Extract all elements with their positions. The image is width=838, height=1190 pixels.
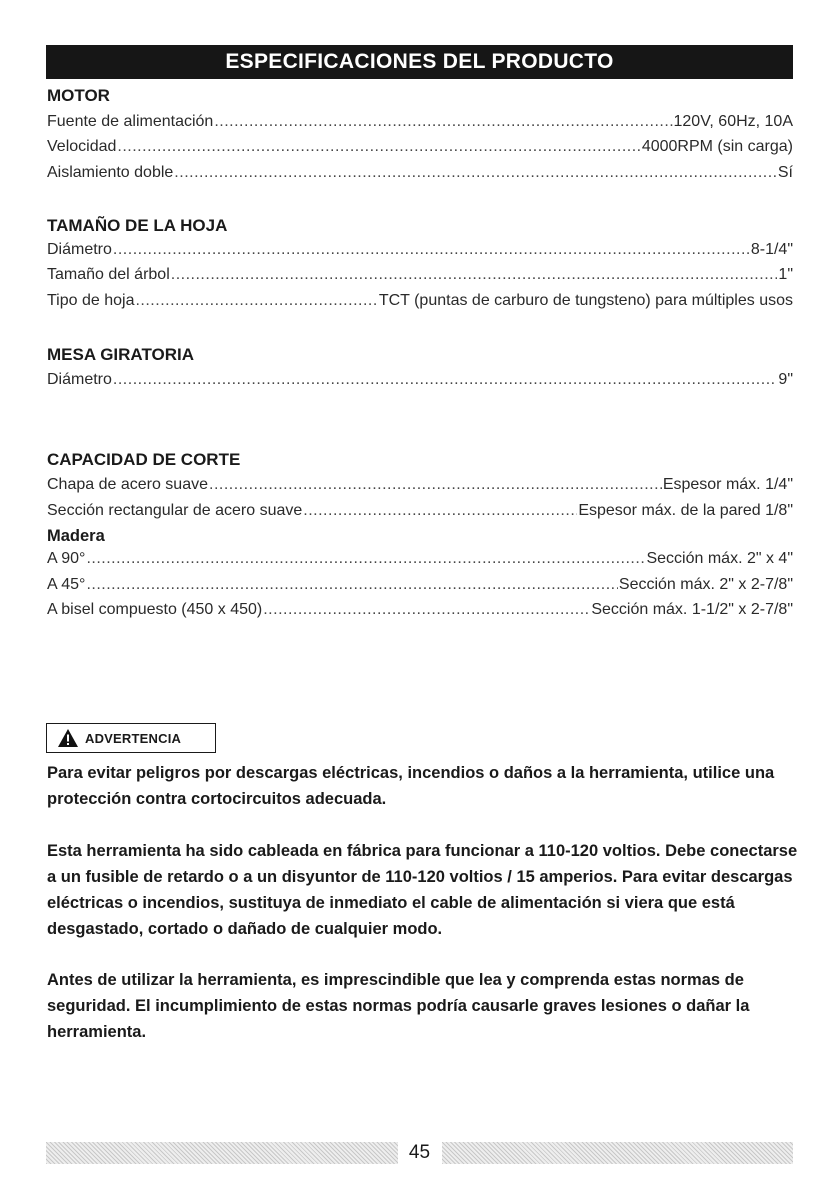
spec-label: A 90° [47, 550, 86, 567]
spec-value: Sección máx. 2" x 2-7/8" [618, 576, 793, 593]
dot-leader [86, 550, 645, 568]
spec-value: Sí [777, 164, 793, 181]
page-title-banner [46, 45, 793, 79]
spec-label: Sección rectangular de acero suave [47, 502, 303, 519]
dot-leader [135, 292, 377, 310]
warning-paragraph: Para evitar peligros por descargas eléctricas, incendios o daños a la herramienta, utilice una protección contra cortocircuitos adecuada. [47, 764, 775, 808]
spec-label: Tipo de hoja [47, 292, 135, 309]
section-title-capacity: CAPACIDAD DE CORTE [47, 450, 241, 469]
spec-value: 4000RPM (sin carga) [641, 138, 793, 155]
spec-row [47, 502, 793, 524]
spec-row [47, 113, 793, 135]
dot-leader [214, 113, 672, 131]
spec-row [47, 138, 793, 160]
dot-leader [113, 371, 778, 389]
dot-leader [303, 502, 577, 520]
spec-value: 8-1/4" [750, 241, 793, 258]
dot-leader [209, 476, 662, 494]
spec-value: Sección máx. 2" x 4" [646, 550, 793, 567]
warning-label: ADVERTENCIA [85, 730, 182, 746]
page-title: ESPECIFICACIONES DEL PRODUCTO [225, 50, 614, 73]
warning-paragraph: Antes de utilizar la herramienta, es imprescindible que lea y comprenda estas normas de seguridad. El incumplimiento de estas normas podría causarle graves lesiones o dañar la herramienta. [47, 971, 750, 1041]
spec-label: A bisel compuesto (450 x 450) [47, 601, 263, 618]
dot-leader [113, 241, 750, 259]
dot-leader [117, 138, 640, 156]
spec-value: Espesor máx. de la pared 1/8" [578, 502, 793, 519]
spec-value: Espesor máx. 1/4" [662, 476, 793, 493]
spec-row [47, 576, 793, 598]
spec-row [47, 550, 793, 572]
spec-label: Fuente de alimentación [47, 113, 214, 130]
spec-label: Tamaño del árbol [47, 266, 170, 283]
spec-row [47, 292, 793, 314]
section-title-turntable: MESA GIRATORIA [47, 345, 195, 364]
warning-triangle-icon [57, 728, 79, 748]
dot-leader [263, 601, 590, 619]
spec-row [47, 371, 793, 393]
subsection-title-wood: Madera [47, 527, 105, 545]
spec-row [47, 164, 793, 186]
spec-label: Aislamiento doble [47, 164, 174, 181]
spec-row [47, 266, 793, 288]
spec-row [47, 476, 793, 498]
spec-label: A 45° [47, 576, 86, 593]
spec-value: 1" [778, 266, 793, 283]
spec-value: 9" [778, 371, 793, 388]
section-title-blade: TAMAÑO DE LA HOJA [47, 216, 228, 235]
page-footer [46, 1141, 793, 1165]
spec-label: Diámetro [47, 241, 112, 258]
footer-hatch-right [442, 1142, 794, 1164]
section-title-motor: MOTOR [47, 86, 110, 105]
spec-label: Velocidad [47, 138, 117, 155]
spec-row [47, 601, 793, 623]
dot-leader [86, 576, 617, 594]
page-number: 45 [408, 1142, 431, 1163]
dot-leader [171, 266, 778, 284]
spec-value: 120V, 60Hz, 10A [673, 113, 793, 130]
footer-hatch-left [46, 1142, 398, 1164]
spec-row [47, 241, 793, 263]
spec-label: Diámetro [47, 371, 112, 388]
spec-label: Chapa de acero suave [47, 476, 208, 493]
dot-leader [174, 164, 777, 182]
spec-value: Sección máx. 1-1/2" x 2-7/8" [591, 601, 793, 618]
warning-paragraph: Esta herramienta ha sido cableada en fábrica para funcionar a 110-120 voltios. Debe conectarse a un fusible de retardo o a un disyuntor de 110-120 voltios / 15 amperios. Para evitar descargas eléctricas o incendios, sustituya de inmediato el cable de alimentación si viera que está desgastado, cortado o dañado de cualquier modo. [47, 842, 798, 938]
warning-label-box [46, 723, 216, 753]
spec-value: TCT (puntas de carburo de tungsteno) para múltiples usos [378, 292, 793, 309]
